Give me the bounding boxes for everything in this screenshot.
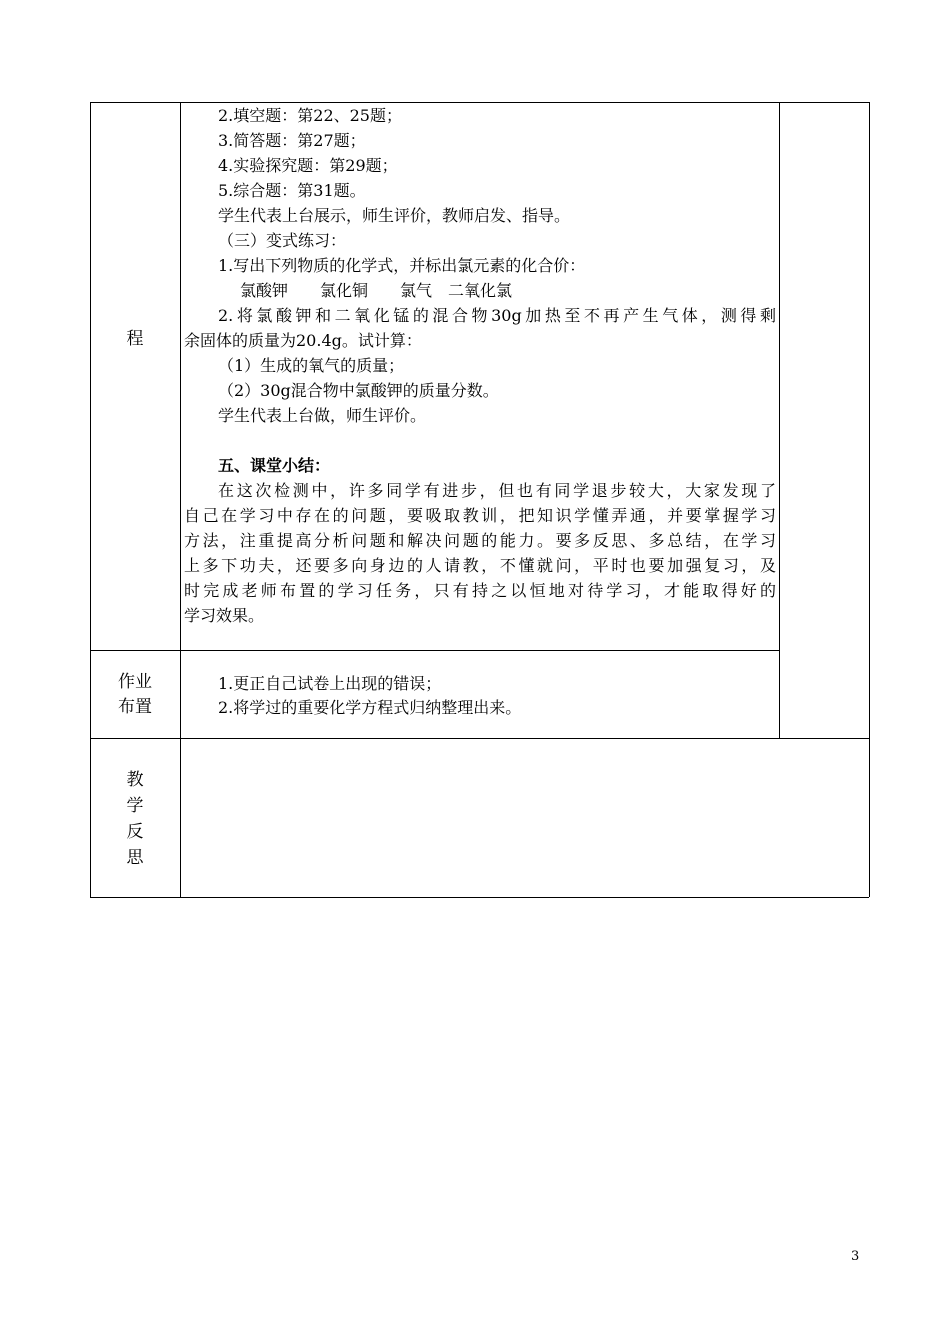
summary-line-2: 自己在学习中存在的问题，要吸取教训，把知识学懂弄通，并要掌握学习 [184,506,776,525]
process-line-8: 氯酸钾 氯化铜 氯气 二氧化氯 [240,281,513,300]
reflection-label-char-4: 思 [126,848,144,868]
table-top-border [90,102,869,103]
summary-line-1: 在这次检测中，许多同学有进步，但也有同学退步较大，大家发现了 [218,481,776,500]
summary-line-4: 上多下功夫，还要多向身边的人请教，不懂就问，平时也要加强复习，及 [184,556,776,575]
process-line-7: 1.写出下列物质的化学式，并标出氯元素的化合价： [218,256,586,275]
homework-line-1: 1.更正自己试卷上出现的错误； [218,674,442,693]
reflection-content-cell [182,740,867,895]
process-line-2: 3.简答题：第27题； [218,131,366,150]
label-column-divider [180,102,181,897]
page-number: 3 [851,1249,860,1264]
summary-line-6: 学习效果。 [184,606,265,625]
process-row-label: 程 [126,329,144,349]
process-line-3: 4.实验探究题：第29题； [218,156,398,175]
reflection-label-char-2: 学 [126,796,144,816]
notes-column-divider [779,102,780,738]
process-line-4: 5.综合题：第31题。 [218,181,366,200]
process-line-5: 学生代表上台展示，师生评价，教师启发、指导。 [218,206,571,225]
process-line-1: 2.填空题：第22、25题； [218,106,402,125]
homework-label-line-2: 布置 [118,697,152,717]
homework-label-line-1: 作业 [118,672,152,692]
table-bottom-border [90,897,869,898]
process-line-6: （三）变式练习： [218,231,347,250]
process-row-bottom-border [90,650,779,651]
process-line-9: 2.将氯酸钾和二氧化锰的混合物30g加热至不再产生气体，测得剩 [218,306,776,325]
homework-row-bottom-border [90,738,869,739]
reflection-label-char-1: 教 [126,770,144,790]
homework-line-2: 2.将学过的重要化学方程式归纳整理出来。 [218,698,522,717]
process-line-12: （2）30g混合物中氯酸钾的质量分数。 [218,381,499,400]
reflection-label-char-3: 反 [126,822,144,842]
table-right-border [869,102,870,897]
process-line-11: （1）生成的氧气的质量； [218,356,405,375]
summary-line-3: 方法，注重提高分析问题和解决问题的能力。要多反思、多总结，在学习 [184,531,776,550]
summary-line-5: 时完成老师布置的学习任务，只有持之以恒地对待学习，才能取得好的 [184,581,776,600]
summary-heading: 五、课堂小结： [218,456,331,475]
process-line-10: 余固体的质量为20.4g。试计算： [184,331,422,350]
process-line-13: 学生代表上台做，师生评价。 [218,406,427,425]
